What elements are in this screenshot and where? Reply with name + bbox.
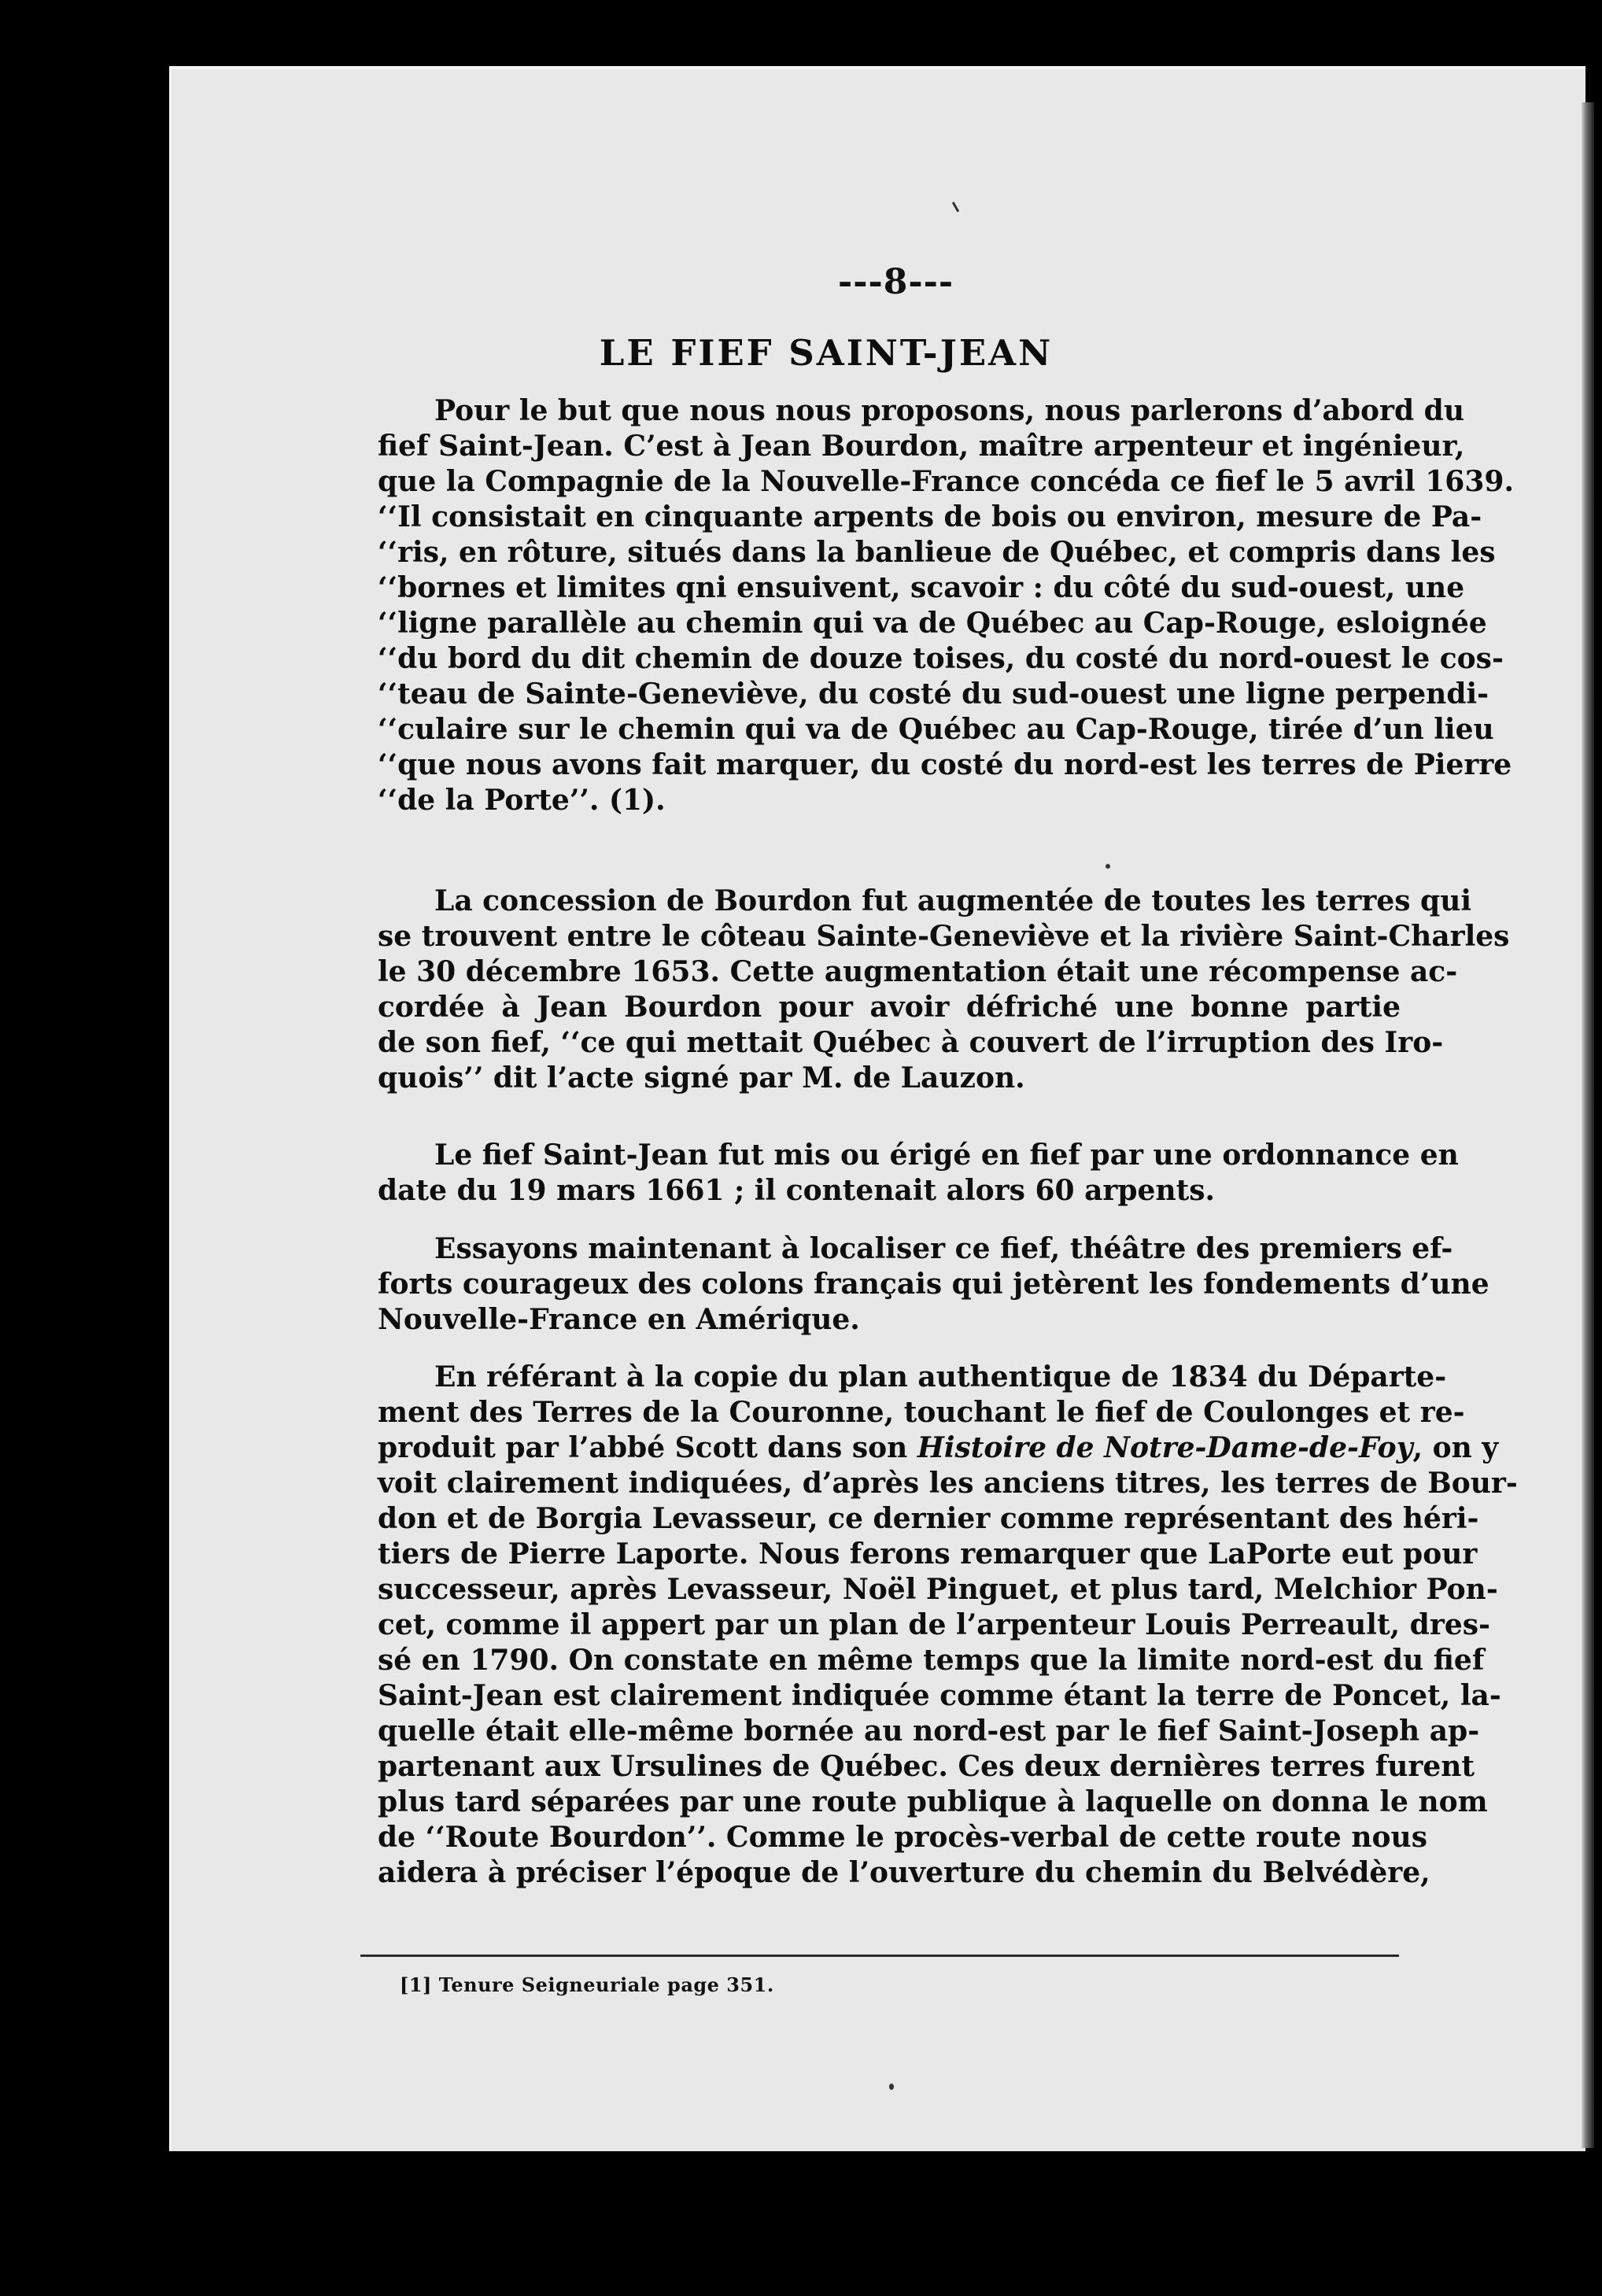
text-line: aidera à préciser l’époque de l’ouverture du chemin du Belvédère, bbox=[378, 1856, 1430, 1889]
page-number: ---8--- bbox=[838, 262, 954, 302]
text-line: ‘‘ligne parallèle au chemin qui va de Québec au Cap-Rouge, esloignée bbox=[378, 607, 1487, 640]
section-title: LE FIEF SAINT-JEAN bbox=[599, 332, 1054, 374]
text-line: se trouvent entre le côteau Sainte-Geneviève et la rivière Saint-Charles bbox=[378, 920, 1510, 953]
scan-speck bbox=[889, 2084, 894, 2090]
text-line: ‘‘que nous avons fait marquer, du costé du nord-est les terres de Pierre bbox=[378, 748, 1512, 781]
book-title: Histoire de Notre-Dame-de-Foy bbox=[917, 1431, 1413, 1464]
scan-speck bbox=[1106, 864, 1110, 869]
footnote: [1] Tenure Seigneuriale page 351. bbox=[400, 1973, 774, 1996]
text-segment: produit par l’abbé Scott dans son bbox=[378, 1431, 917, 1464]
text-line: tiers de Pierre Laporte. Nous ferons remarquer que LaPorte eut pour bbox=[378, 1537, 1478, 1571]
text-line: quois’’ dit l’acte signé par M. de Lauzon. bbox=[378, 1061, 1025, 1094]
text-line: fief Saint-Jean. C’est à Jean Bourdon, maître arpenteur et ingénieur, bbox=[378, 430, 1465, 463]
text-line: ‘‘ris, en rôture, situés dans la banlieue de Québec, et compris dans les bbox=[378, 536, 1496, 569]
text-line: de son fief, ‘‘ce qui mettait Québec à couvert de l’irruption des Iro- bbox=[378, 1026, 1444, 1059]
text-line: voit clairement indiquées, d’après les anciens titres, les terres de Bour- bbox=[378, 1467, 1518, 1500]
text-line: En référant à la copie du plan authentique de 1834 du Départe- bbox=[434, 1360, 1447, 1393]
text-line: ment des Terres de la Couronne, touchant le fief de Coulonges et re- bbox=[378, 1396, 1465, 1429]
text-line: Saint-Jean est clairement indiquée comme étant la terre de Poncet, la- bbox=[378, 1679, 1501, 1712]
text-line: ‘‘teau de Sainte-Geneviève, du costé du sud-ouest une ligne perpendi- bbox=[378, 677, 1489, 711]
text-line: plus tard séparées par une route publique à laquelle on donna le nom bbox=[378, 1785, 1488, 1818]
paragraph-3 bbox=[378, 1138, 1459, 1209]
text-line: date du 19 mars 1661 ; il contenait alors 60 arpents. bbox=[378, 1174, 1216, 1207]
paragraph-2 bbox=[378, 884, 1510, 1096]
text-line: don et de Borgia Levasseur, ce dernier comme représentant des héri- bbox=[378, 1502, 1479, 1535]
text-line: ‘‘du bord du dit chemin de douze toises, du costé du nord-ouest le cos- bbox=[378, 642, 1504, 675]
text-line: de ‘‘Route Bourdon’’. Comme le procès-verbal de cette route nous bbox=[378, 1821, 1427, 1854]
text-line: ‘‘bornes et limites qni ensuivent, scavoir : du côté du sud-ouest, une bbox=[378, 571, 1465, 604]
text-line: Nouvelle-France en Amérique. bbox=[378, 1303, 860, 1336]
text-line: successeur, après Levasseur, Noël Pinguet, et plus tard, Melchior Pon- bbox=[378, 1573, 1498, 1606]
text-line: sé en 1790. On constate en même temps que la limite nord-est du fief bbox=[378, 1644, 1485, 1677]
text-line: cet, comme il appert par un plan de l’arpenteur Louis Perreault, dres- bbox=[378, 1608, 1490, 1641]
paragraph-5 bbox=[378, 1360, 1518, 1891]
page-edge-shadow bbox=[1582, 102, 1594, 2148]
text-line: quelle était elle-même bornée au nord-est par le fief Saint-Joseph ap- bbox=[378, 1715, 1480, 1748]
text-line: cordée à Jean Bourdon pour avoir défriché une bonne partie bbox=[378, 991, 1401, 1024]
text-line: forts courageux des colons français qui jetèrent les fondements d’une bbox=[378, 1268, 1489, 1301]
text-line: ‘‘de la Porte’’. (1). bbox=[378, 784, 666, 817]
text-line bbox=[378, 1430, 1499, 1466]
footnote-divider bbox=[360, 1955, 1399, 1957]
text-line: Pour le but que nous nous proposons, nous parlerons d’abord du bbox=[434, 394, 1465, 427]
text-line: que la Compagnie de la Nouvelle-France concéda ce fief le 5 avril 1639. bbox=[378, 465, 1514, 498]
scan-border bbox=[0, 0, 165, 2296]
paragraph-4 bbox=[378, 1231, 1489, 1338]
text-line: Le fief Saint-Jean fut mis ou érigé en fief par une ordonnance en bbox=[434, 1139, 1459, 1172]
text-line: le 30 décembre 1653. Cette augmentation était une récompense ac- bbox=[378, 955, 1458, 988]
text-segment: , on y bbox=[1412, 1431, 1499, 1464]
text-line: Essayons maintenant à localiser ce fief, théâtre des premiers ef- bbox=[434, 1232, 1453, 1265]
text-line: La concession de Bourdon fut augmentée de toutes les terres qui bbox=[434, 884, 1472, 917]
text-line: ‘‘culaire sur le chemin qui va de Québec au Cap-Rouge, tirée d’un lieu bbox=[378, 713, 1494, 746]
text-line: partenant aux Ursulines de Québec. Ces deux dernières terres furent bbox=[378, 1750, 1475, 1783]
text-line: ‘‘Il consistait en cinquante arpents de bois ou environ, mesure de Pa- bbox=[378, 500, 1482, 533]
paragraph-1 bbox=[378, 393, 1514, 818]
